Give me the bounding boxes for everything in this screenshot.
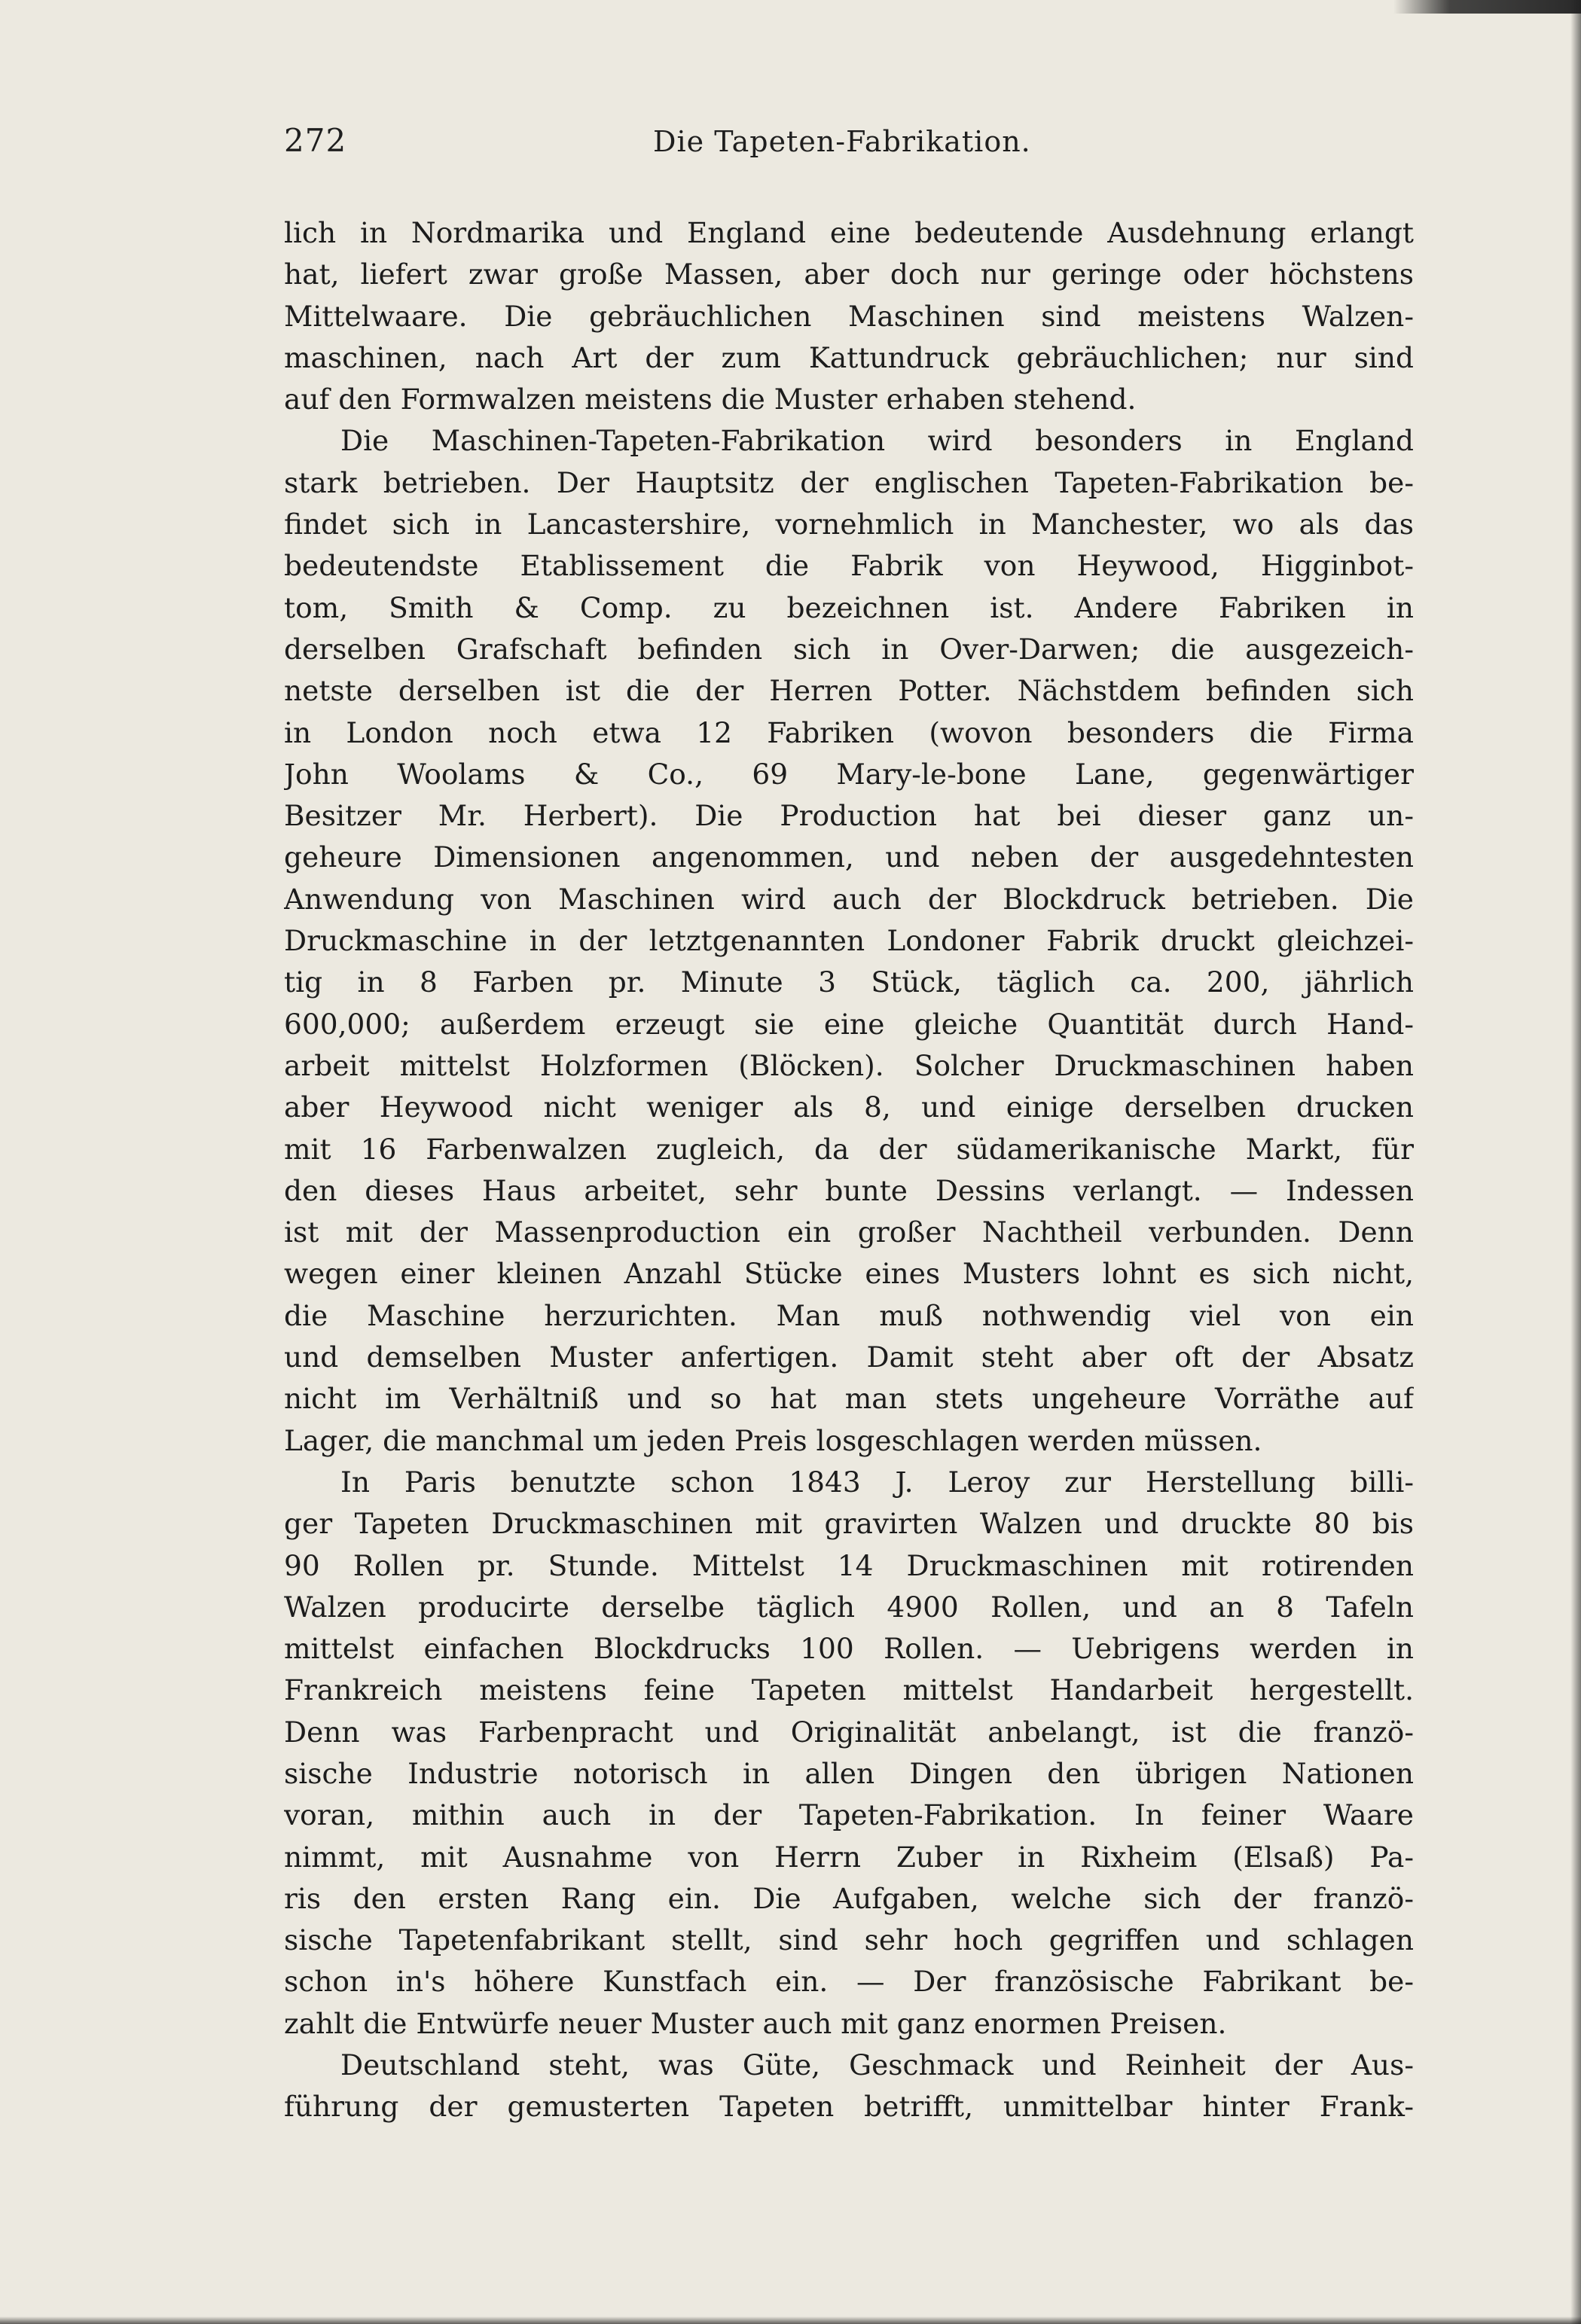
text-line: In Paris benutzte schon 1843 J. Leroy zur Herstellung billi-	[340, 1465, 1414, 1499]
text-line: hat, liefert zwar große Massen, aber doch nur geringe oder höchstens	[284, 258, 1414, 291]
text-line: 600,000; außerdem erzeugt sie eine gleiche Quantität durch Hand-	[284, 1007, 1414, 1041]
text-line: Druckmaschine in der letztgenannten Londoner Fabrik druckt gleichzei-	[284, 924, 1414, 958]
text-line: Die Maschinen-Tapeten-Fabrikation wird besonders in England	[340, 424, 1414, 458]
text-line: findet sich in Lancastershire, vornehmlich in Manchester, wo als das	[284, 508, 1414, 541]
text-line: maschinen, nach Art der zum Kattundruck gebräuchlichen; nur sind	[284, 340, 1414, 374]
text-line: in London noch etwa 12 Fabriken (wovon besonders die Firma	[284, 715, 1414, 749]
text-line: tom, Smith & Comp. zu bezeichnen ist. Andere Fabriken in	[284, 590, 1414, 624]
text-line: Frankreich meistens feine Tapeten mittelst Handarbeit hergestellt.	[284, 1673, 1414, 1707]
body-text	[284, 212, 1414, 2128]
text-line: Lager, die manchmal um jeden Preis losgeschlagen werden müssen.	[284, 1423, 1262, 1457]
text-line: führung der gemusterten Tapeten betrifft, unmittelbar hinter Frank-	[284, 2090, 1414, 2124]
text-line: Mittelwaare. Die gebräuchlichen Maschinen sind meistens Walzen-	[284, 299, 1414, 333]
text-line: tig in 8 Farben pr. Minute 3 Stück, täglich ca. 200, jährlich	[284, 965, 1414, 999]
text-line: bedeutendste Etablissement die Fabrik von Heywood, Higginbot-	[284, 549, 1414, 583]
text-line: ist mit der Massenproduction ein großer Nachtheil verbunden. Denn	[284, 1215, 1414, 1249]
text-line: wegen einer kleinen Anzahl Stücke eines Musters lohnt es sich nicht,	[284, 1257, 1414, 1291]
scan-edge-bottom	[0, 2316, 1581, 2324]
text-line: schon in's höhere Kunstfach ein. — Der französische Fabrikant be-	[284, 1965, 1414, 1999]
text-line: und demselben Muster anfertigen. Damit steht aber oft der Absatz	[284, 1340, 1414, 1374]
text-line: nimmt, mit Ausnahme von Herrn Zuber in Rixheim (Elsaß) Pa-	[284, 1840, 1414, 1874]
text-line: aber Heywood nicht weniger als 8, und einige derselben drucken	[284, 1090, 1414, 1124]
text-line: auf den Formwalzen meistens die Muster erhaben stehend.	[284, 383, 1137, 416]
text-line: voran, mithin auch in der Tapeten-Fabrikation. In feiner Waare	[284, 1798, 1414, 1832]
text-line: netste derselben ist die der Herren Potter. Nächstdem befinden sich	[284, 674, 1414, 708]
text-line: John Woolams & Co., 69 Mary-le-bone Lane, gegenwärtiger	[284, 757, 1414, 791]
text-line: sische Tapetenfabrikant stellt, sind sehr hoch gegriffen und schlagen	[284, 1923, 1414, 1957]
running-head: Die Tapeten-Fabrikation.	[653, 125, 1031, 158]
text-line: mit 16 Farbenwalzen zugleich, da der südamerikanische Markt, für	[284, 1132, 1414, 1166]
text-line: geheure Dimensionen angenommen, und neben der ausgedehntesten	[284, 840, 1414, 874]
text-line: die Maschine herzurichten. Man muß nothwendig viel von ein	[284, 1298, 1414, 1332]
text-line: stark betrieben. Der Hauptsitz der englischen Tapeten-Fabrikation be-	[284, 465, 1414, 499]
text-line: zahlt die Entwürfe neuer Muster auch mit ganz enormen Preisen.	[284, 2006, 1227, 2040]
text-line: sische Industrie notorisch in allen Dingen den übrigen Nationen	[284, 1756, 1414, 1790]
text-line: Besitzer Mr. Herbert). Die Production hat bei dieser ganz un-	[284, 799, 1414, 833]
scan-edge-top	[1393, 0, 1581, 14]
text-line: den dieses Haus arbeitet, sehr bunte Dessins verlangt. — Indessen	[284, 1173, 1414, 1207]
text-line: ris den ersten Rang ein. Die Aufgaben, welche sich der franzö-	[284, 1881, 1414, 1915]
text-line: Deutschland steht, was Güte, Geschmack und Reinheit der Aus-	[340, 2048, 1414, 2082]
text-line: mittelst einfachen Blockdrucks 100 Rollen. — Uebrigens werden in	[284, 1632, 1414, 1666]
text-line: Anwendung von Maschinen wird auch der Blockdruck betrieben. Die	[284, 882, 1414, 916]
text-line: nicht im Verhältniß und so hat man stets ungeheure Vorräthe auf	[284, 1382, 1414, 1416]
page-number: 272	[284, 122, 347, 159]
text-line: Denn was Farbenpracht und Originalität anbelangt, ist die franzö-	[284, 1715, 1414, 1749]
text-line: derselben Grafschaft befinden sich in Over-Darwen; die ausgezeich-	[284, 632, 1414, 666]
text-line: Walzen producirte derselbe täglich 4900 Rollen, und an 8 Tafeln	[284, 1590, 1414, 1624]
text-line: lich in Nordmarika und England eine bedeutende Ausdehnung erlangt	[284, 216, 1414, 249]
text-line: arbeit mittelst Holzformen (Blöcken). Solcher Druckmaschinen haben	[284, 1048, 1414, 1082]
page-header	[284, 122, 1414, 167]
text-line: 90 Rollen pr. Stunde. Mittelst 14 Druckmaschinen mit rotirenden	[284, 1548, 1414, 1582]
scan-edge-right	[1570, 0, 1581, 2324]
text-line: ger Tapeten Druckmaschinen mit gravirten Walzen und druckte 80 bis	[284, 1507, 1414, 1541]
